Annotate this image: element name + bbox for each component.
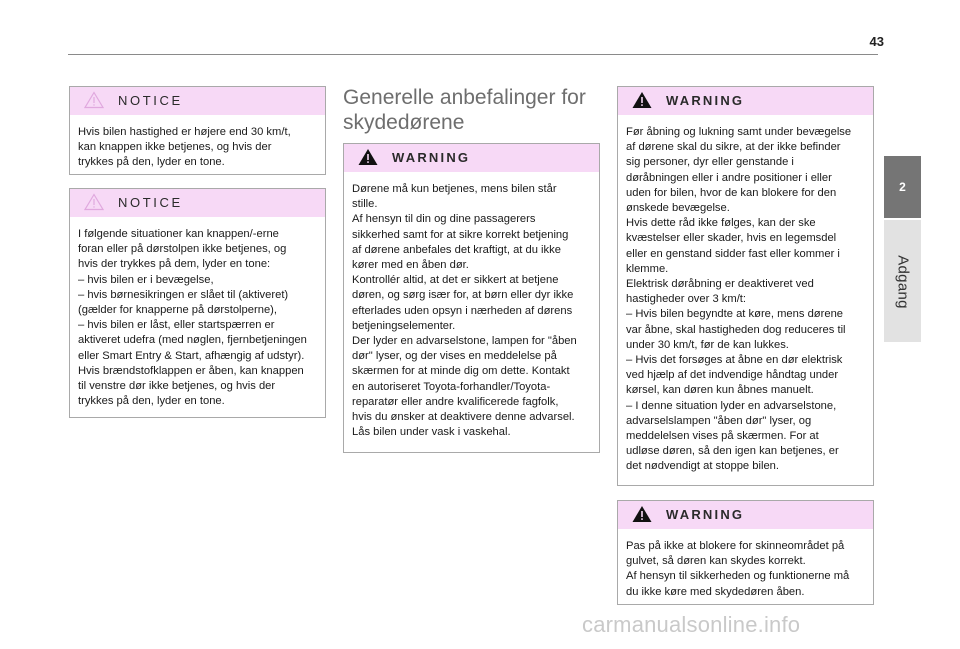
- warning-body: [618, 115, 873, 483]
- text-line: Af hensyn til din og dine passagerers: [352, 213, 536, 226]
- page-number: 43: [869, 34, 884, 49]
- warning-box-2: [617, 500, 874, 605]
- text-line: dør" lyser, og der vises en meddelelse på: [352, 350, 557, 363]
- notice-body: [70, 217, 325, 417]
- top-rule: [68, 54, 878, 55]
- text-line: Før åbning og lukning samt under bevægelse: [626, 126, 852, 138]
- warning-box: [343, 143, 600, 453]
- text-line: (gælder for knapperne på dørstolperne),: [78, 304, 277, 317]
- notice-warning-triangle-icon: [84, 193, 104, 211]
- text-line: – hvis børnesikringen er slået til (aktiveret): [78, 288, 289, 301]
- text-line: hvis der trykkes på dem, lyder en tone:: [78, 258, 271, 271]
- text-line: meddelelsen vises på skærmen. For at: [626, 430, 819, 443]
- text-line: uden for bilen, hvor de kan blokere for den: [626, 186, 837, 199]
- warning-header: [618, 501, 873, 529]
- text-line: hastigheder over 3 km/t:: [626, 293, 747, 306]
- text-line: Pas på ikke at blokere for skinneområdet på: [626, 540, 845, 552]
- warning-triangle-icon: [358, 148, 378, 166]
- text-line: skærmen for at minde dig om dette. Kontakt: [352, 365, 570, 378]
- text-line: Kontrollér altid, at det er sikkert at betjene: [352, 274, 559, 287]
- warning-body: [618, 529, 873, 608]
- text-line: eller Smart Entry & Start, afhængig af udstyr).: [78, 349, 305, 362]
- text-line: I følgende situationer kan knappen/-erne: [78, 228, 279, 240]
- text-line: kørsel, kan døren kun åbnes manuelt.: [626, 384, 814, 397]
- text-line: Hvis dette råd ikke følges, kan der ske: [626, 217, 816, 230]
- text-line: ved hjælp af det indvendige håndtag under: [626, 369, 839, 382]
- section-title-line: skydedørene: [343, 111, 465, 134]
- notice-box-2: [69, 188, 326, 418]
- text-line: døren, og sørg især for, at børn eller dyr ikke: [352, 289, 574, 302]
- text-line: det nødvendigt at stoppe bilen.: [626, 460, 780, 473]
- text-line: – hvis bilen er låst, eller startspærren er: [78, 319, 275, 332]
- text-line: kører med en åben dør.: [352, 259, 469, 272]
- text-line: var åbne, skal hastigheden dog reduceres til: [626, 323, 846, 336]
- section-title: [343, 85, 608, 135]
- text-line: døråbningen eller i andre positioner i eller: [626, 171, 832, 184]
- text-line: stille.: [352, 198, 378, 211]
- text-line: ønskede bevægelse.: [626, 202, 730, 215]
- warning-box-1: [617, 86, 874, 486]
- chapter-tab-label: Adgang: [894, 255, 912, 309]
- text-line: foran eller på dørstolpen ikke betjenes, og: [78, 243, 287, 256]
- warning-triangle-icon: [632, 91, 652, 109]
- text-line: betjeningselementer.: [352, 319, 456, 332]
- text-line: du ikke køre med skydedøren åben.: [626, 585, 805, 598]
- text-line: kvæstelser eller skader, hvis en legemsdel: [626, 232, 837, 245]
- text-line: under 30 km/t, før de kan lukkes.: [626, 338, 789, 351]
- text-line: – Hvis bilen begyndte at køre, mens dørene: [626, 308, 844, 321]
- watermark: carmanualsonline.info: [582, 612, 801, 637]
- text-line: Hvis brændstofklappen er åben, kan knappen: [78, 364, 304, 377]
- text-line: Der lyder en advarselstone, lampen for "åben: [352, 335, 577, 348]
- notice-header: [70, 87, 325, 115]
- text-line: advarselslampen "åben dør" lyser, og: [626, 414, 812, 427]
- text-line: hvis du ønsker at deaktivere denne advarsel.: [352, 411, 575, 424]
- text-line: – Hvis det forsøges at åbne en dør elektrisk: [626, 354, 843, 367]
- text-line: kan knappen ikke betjenes, og hvis der: [78, 141, 272, 154]
- text-line: – hvis bilen er i bevægelse,: [78, 273, 214, 286]
- text-line: efterlades uden opsyn i nærheden af dørens: [352, 304, 573, 317]
- chapter-tab-number: 2: [899, 180, 906, 194]
- text-line: til venstre dør ikke betjenes, og hvis der: [78, 380, 276, 393]
- text-line: sikkerhed samt for at sikre korrekt betjening: [352, 228, 569, 241]
- warning-title: WARNING: [666, 93, 745, 108]
- text-line: udløse døren, så den igen kan betjenes, er: [626, 445, 839, 458]
- notice-body: [70, 115, 325, 179]
- warning-title: WARNING: [392, 150, 471, 165]
- text-line: aktiveret udefra (med nøglen, fjernbetjeningen: [78, 334, 307, 347]
- warning-body: [344, 172, 599, 448]
- text-line: Dørene må kun betjenes, mens bilen står: [352, 183, 557, 195]
- warning-title: WARNING: [666, 507, 745, 522]
- text-line: sig personer, dyr eller genstande i: [626, 156, 794, 169]
- text-line: trykkes på den, lyder en tone.: [78, 156, 225, 169]
- notice-warning-triangle-icon: [84, 91, 104, 109]
- text-line: – I denne situation lyder en advarselstone,: [626, 399, 837, 412]
- warning-triangle-icon: [632, 505, 652, 523]
- text-line: gulvet, så døren kan skydes korrekt.: [626, 555, 806, 568]
- text-line: klemme.: [626, 262, 669, 275]
- text-line: eller en genstand sidder fast eller kommer i: [626, 247, 840, 260]
- notice-box-1: [69, 86, 326, 175]
- notice-header: [70, 189, 325, 217]
- text-line: af dørene skal du sikre, at der ikke befinder: [626, 141, 841, 154]
- chapter-tab[interactable]: [884, 156, 921, 218]
- text-line: reparatør eller andre kvalificerede fagfolk,: [352, 395, 559, 408]
- text-line: Af hensyn til sikkerheden og funktionerne må: [626, 570, 850, 583]
- text-line: af dørene anbefales det kraftigt, at du ikke: [352, 243, 561, 256]
- warning-header: [344, 144, 599, 172]
- text-line: Lås bilen under vask i vaskehal.: [352, 426, 511, 439]
- notice-title: NOTICE: [118, 93, 183, 108]
- section-title-line: Generelle anbefalinger for: [343, 86, 586, 109]
- text-line: trykkes på den, lyder en tone.: [78, 395, 225, 408]
- text-line: Hvis bilen hastighed er højere end 30 km/t,: [78, 126, 291, 138]
- notice-title: NOTICE: [118, 195, 183, 210]
- warning-header: [618, 87, 873, 115]
- text-line: en autoriseret Toyota-forhandler/Toyota-: [352, 380, 551, 393]
- text-line: Elektrisk døråbning er deaktiveret ved: [626, 278, 814, 291]
